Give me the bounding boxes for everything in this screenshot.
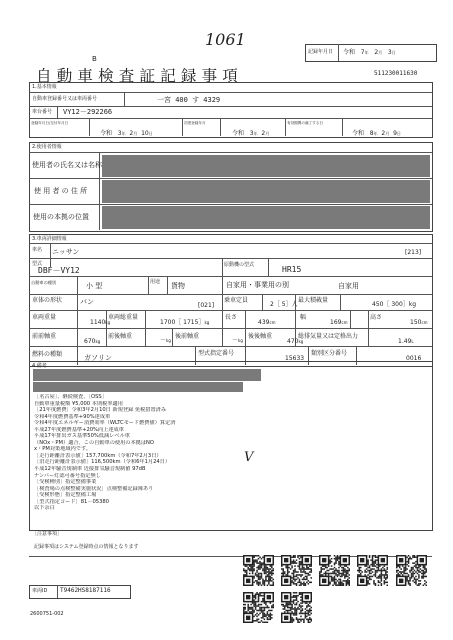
registration-number: 一宮 400 す 4329 (157, 96, 221, 104)
remark-line: ［受検形態］指定整備工場 (34, 492, 97, 499)
remark-line: ［旧走行距離計表示値］116,500km（令和6年1月24日） (34, 459, 171, 466)
qr-code (243, 592, 274, 623)
remark-line: ［走行距離計表示値］157,700km（令和7年2月3日） (34, 452, 162, 459)
vehicle-weight: 1140kg (90, 319, 111, 326)
remark-line: ［21年度燃費］令和3年2月10日 新規登録 免税措置済み (34, 407, 167, 414)
qr-code (281, 555, 312, 586)
maker-label: 車名 (32, 247, 43, 253)
vehicle-kind-label: 自動車の種別 (31, 280, 57, 285)
body-shape-code: [021] (198, 302, 215, 309)
record-date-label: 記録年月日 (308, 49, 334, 55)
front-front-axle: 670kg (84, 338, 101, 345)
qr-code (357, 555, 388, 586)
registration-date: 令和 3年 2月 10日 (100, 130, 153, 137)
remark-line: 令和4年度エネルギー消費効率（WLTCモード燃費値）算定済 (34, 420, 176, 427)
handwritten-number: 1061 (205, 30, 246, 49)
vehicle-kind: 小 型 (86, 282, 103, 290)
category-label: 類別区分番号 (311, 350, 348, 357)
remark-line: 平成27年度燃費基準+20%向上達成車 (34, 426, 124, 433)
redacted-user-address (102, 180, 430, 203)
fuel-type: ガソリン (84, 354, 112, 362)
user-address-label: 使 用 者 の 住 所 (34, 187, 88, 195)
rear-front-axle-label: 後前軸重 (175, 333, 200, 340)
remark-line: ナンバー灯認可番号指定無し (34, 472, 101, 479)
body-shape-label: 車体の形状 (32, 297, 63, 304)
section4-title: 4.備考 (32, 363, 47, 369)
document-number: 511230011630 (374, 70, 418, 77)
gross-weight: 1700［ 1715］kg (160, 319, 210, 326)
length: 439cm (258, 319, 276, 326)
remark-line: ［受検種別］指定整備事業 (34, 479, 97, 486)
model: DBF－VY12 (38, 266, 80, 275)
displacement-label: 総排気量又は定格出力 (298, 333, 359, 340)
record-date: 令和 7年 2月 3日 (343, 49, 396, 56)
remark-line: ［名古屋］、継続検査、［OSS］ (34, 394, 107, 400)
max-load: 450［ 300］kg (372, 301, 417, 308)
capacity-label: 乗車定員 (224, 297, 249, 304)
use-label: 用途 (150, 279, 161, 285)
redacted-remarks-header (33, 369, 261, 381)
height-label: 高さ (370, 314, 383, 321)
remark-line: 以下余白 (34, 505, 55, 512)
gross-weight-label: 車両総重量 (108, 314, 139, 321)
model-designation-label: 型式指定番号 (198, 350, 235, 357)
width: 169cm (330, 319, 348, 326)
category-number: 0016 (406, 355, 422, 362)
remark-line: 平成12年騒音規制車 近接排気騒音規制値 97dB (34, 466, 146, 473)
chassis-number: VY12－292266 (63, 108, 113, 116)
vehicle-id: T9462HS8187116 (60, 587, 111, 594)
business-type: 自家用 (338, 282, 359, 290)
length-label: 長さ (225, 314, 238, 321)
handwritten-check: V (244, 450, 254, 465)
business-label: 自家用・事業用の別 (226, 281, 289, 289)
section3-title: 3.車両詳細情報 (32, 236, 67, 242)
front-rear-axle-label: 前後軸重 (108, 333, 133, 340)
notes-box (29, 532, 431, 544)
capacity: 2［ 5］人 (270, 301, 298, 308)
remark-line: x・PM対策地域内です。 (34, 446, 91, 453)
remarks-list (34, 394, 244, 512)
remark-line: 自動車重量税額 ¥5,000 本則税率適用 (34, 400, 123, 407)
rear-rear-axle-label: 後後軸重 (248, 333, 273, 340)
registration-date-label: 登録年月日/交付年月日 (31, 121, 69, 125)
body-shape: バン (80, 298, 94, 306)
redacted-user-name (102, 155, 430, 177)
remark-line: 平成17年排出ガス基準50%低減レベル車 (34, 433, 130, 440)
section1-title: 1.基本情報 (32, 84, 57, 90)
redacted-base-location (102, 206, 430, 229)
qr-code (396, 555, 427, 586)
engine-model: HR15 (282, 265, 302, 274)
base-location-label: 使用の本拠の位置 (33, 213, 89, 221)
width-label: 幅 (300, 314, 307, 321)
notes-text: 記録事項はシステム登録時点の情報となります (34, 544, 139, 550)
expiry-date-label: 有効期間の満了する日 (287, 121, 323, 125)
section2-title: 2.使用者情報 (32, 144, 62, 150)
expiry-date: 令和 8年 2月 9日 (352, 130, 401, 137)
maker-code: [213] (405, 249, 422, 256)
qr-code (281, 592, 312, 623)
model-designation-number: 15633 (285, 355, 305, 362)
redacted-remarks-sub (33, 382, 243, 392)
qr-code (243, 555, 274, 586)
use: 貨物 (171, 282, 185, 290)
engine-label: 原動機の型式 (224, 262, 255, 268)
registration-number-label: 自動車登録番号又は車両番号 (32, 96, 98, 102)
first-registration-label: 初度登録年月 (184, 121, 206, 125)
displacement: 1.49L (398, 338, 414, 345)
remark-line: ［型式指定コード］81－05380 (34, 498, 109, 505)
form-code: 2600751-002 (30, 611, 64, 617)
chassis-number-label: 車台番号 (32, 109, 53, 115)
remark-line: ［検査場の点検整備実施状況］点検整備記録簿あり (34, 485, 154, 492)
remark-line: （NOx・PM）適合、この自動車の使用の本拠はNO (34, 439, 154, 446)
max-load-label: 最大積載量 (298, 297, 329, 304)
fuel-label: 燃料の種類 (32, 351, 63, 358)
remark-line: 令和4年度燃費基準+90%達成車 (34, 413, 111, 420)
rear-front-axle: －kg (232, 337, 243, 344)
vehicle-weight-label: 車両重量 (32, 314, 57, 321)
first-registration-date: 令和 3年 2月 (232, 130, 270, 137)
vehicle-id-label: 車両ID (32, 588, 48, 594)
document-title: 自動車検査証記録事項 (36, 67, 244, 85)
height: 150cm (410, 319, 428, 326)
user-name-label: 使用者の氏名又は名称 (32, 161, 102, 169)
model-label: 型式 (32, 261, 43, 267)
rear-rear-axle: 470kg (287, 338, 304, 345)
front-front-axle-label: 前前軸重 (32, 333, 57, 340)
mark-b: B (92, 55, 97, 63)
qr-code (319, 555, 350, 586)
notes-title: ［注意事項］ (32, 531, 63, 537)
maker: ニッサン (52, 248, 80, 256)
front-rear-axle: －kg (160, 337, 171, 344)
